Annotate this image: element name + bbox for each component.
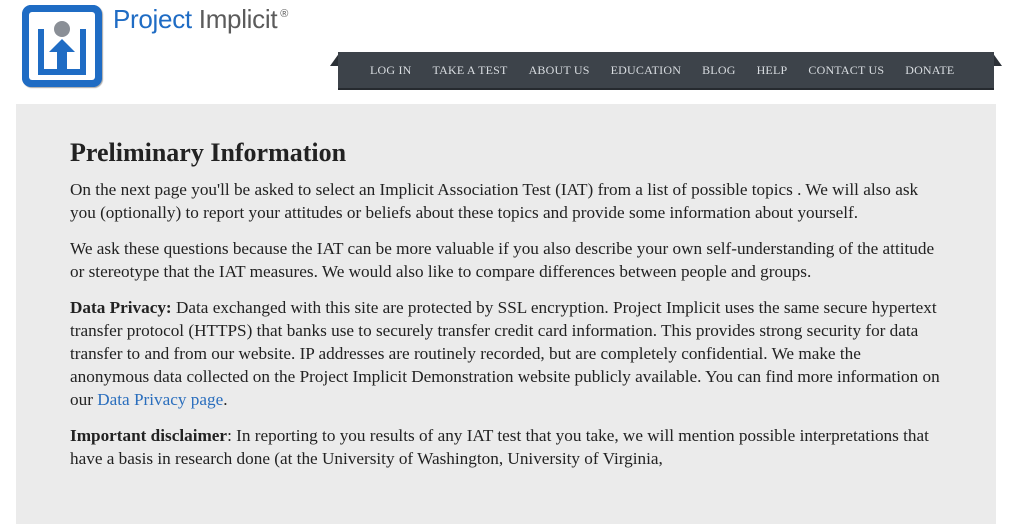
nav-item-donate[interactable]: DONATE <box>905 62 955 77</box>
nav-item-help[interactable]: HELP <box>756 62 788 77</box>
data-privacy-paragraph <box>70 296 940 411</box>
data-privacy-page-link[interactable]: Data Privacy page <box>97 390 224 409</box>
nav-item-take-a-test[interactable]: TAKE A TEST <box>432 62 508 77</box>
content-body <box>70 138 940 483</box>
content-panel <box>16 104 996 524</box>
brand-name-implicit: Implicit <box>198 4 278 34</box>
nav-item-blog[interactable]: BLOG <box>702 62 736 77</box>
site-header <box>0 0 1024 100</box>
nav-item-log-in[interactable]: LOG IN <box>370 62 412 77</box>
page-title: Preliminary Information <box>70 138 347 167</box>
nav-item-education[interactable]: EDUCATION <box>610 62 682 77</box>
main-navigation <box>330 52 1002 90</box>
disclaimer-text: : In reporting to you results of any IAT test that you take, we will mention possible interpretations that have a basis in research done (at the University of Washington, University of Virginia, <box>70 426 929 468</box>
brand-wordmark[interactable] <box>113 4 289 35</box>
person-arrow-logo-icon[interactable] <box>22 5 102 87</box>
brand-name-project: Project <box>113 4 192 34</box>
nav-item-about-us[interactable]: ABOUT US <box>528 62 590 77</box>
purpose-paragraph: We ask these questions because the IAT can be more valuable if you also describe your own self-understanding of the attitude or stereotype that the IAT measures. We would also like to compare differences between people and groups. <box>70 239 935 281</box>
data-privacy-text: Data exchanged with this site are protected by SSL encryption. Project Implicit uses the same secure hypertext transfer protocol (HTTPS) that banks use to securely transfer credit card information. This provides strong security for data transfer to and from our website. IP addresses are routinely recorded, but are completely confidential. We make the anonymous data collected on the Project Implicit Demonstration website publicly available. You can find more information on our <box>70 298 940 409</box>
nav-list <box>338 52 994 88</box>
disclaimer-paragraph <box>70 424 940 470</box>
nav-bar <box>338 52 994 90</box>
registered-mark: ® <box>280 8 289 20</box>
data-privacy-end: . <box>223 390 228 409</box>
data-privacy-label: Data Privacy: <box>70 298 172 317</box>
nav-item-contact-us[interactable]: CONTACT US <box>808 62 885 77</box>
disclaimer-label: Important disclaimer <box>70 426 228 445</box>
intro-paragraph: On the next page you'll be asked to select an Implicit Association Test (IAT) from a list of possible topics . We will also ask you (optionally) to report your attitudes or beliefs about these topics and provide some information about yourself. <box>70 180 919 222</box>
